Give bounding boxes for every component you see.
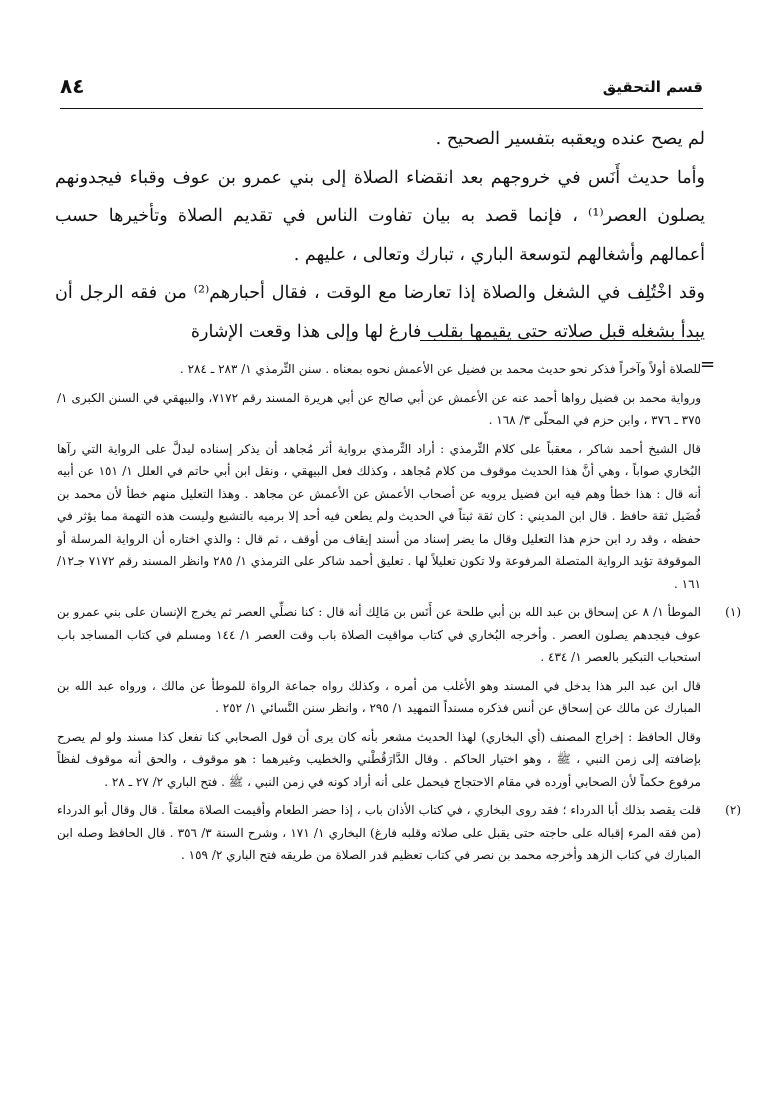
section-title: قسم التحقيق — [602, 78, 703, 96]
footnote-paragraph: قال ابن عبد البر هذا يدخل في المسند وهو الأغلب من أمره ، وكذلك رواه جماعة الرواة للموطأ عن مالك ، ورواه عبد الله بن المبارك عن مالك عن إسحاق عن أنس فذكره مسنداً التمهيد ١/ ٢٩٥ ، وانظر سنن النَّسائي ١/ ٢٥٢ . — [57, 678, 701, 715]
footnote-1 — [57, 601, 741, 793]
footnote-paragraph: الموطأ ١/ ٨ عن إسحاق بن عبد الله بن أبي طلحة عن أَنَس بن مَالِك أنه قال : كنا نصلِّي العصر ثم يخرج الإنسان على بني عمرو بن عوف فيجدهم يصلون العصر . وأخرجه البُخاري في كتاب مواقيت الصلاة باب وقت العصر ١/ ١٤٤ ومسلم في كتاب المساجد باب استحباب التبكير بالعصر ١/ ٤٣٤ . — [57, 605, 702, 664]
main-paragraph: وأما حديث أَنَس في خروجهم بعد انقضاء الصلاة إلى بني عمرو بن عوف وقباء فيجدونهم يصلون العصر⁽¹⁾ ، فإنما قصد به بيان تفاوت الناس في تقديم الصلاة وتأخيرها حسب أعمالهم وأشغالهم لتوسعة الباري ، تبارك وتعالى ، عليهم . — [55, 167, 706, 265]
footnote-2 — [57, 799, 741, 867]
footnote-continuation: للصلاة أولاً وآخراً فذكر نحو حديث محمد بن فضيل عن الأعمش نحوه بمعناه . سنن التِّرمذي ١/ ٢٨٣ ـ ٢٨٤ . — [179, 362, 701, 376]
footnote-paragraph: قلت يقصد بذلك أبا الدرداء ؛ فقد روى البخاري ، في كتاب الأذان باب ، إذا حضر الطعام وأقيمت الصلاة معلقاً . قال وقال أبو الدرداء (من فقه المرء إقباله على حاجته حتى يقبل على صلاته وقلبه فارغ) البخاري ١/ ١٧١ ، وشرح السنة ٣/ ٣٥٦ . قال الحافظ وصله ابن المبارك في كتاب الزهد وأخرجه محمد بن نصر في كتاب تعظيم قدر الصلاة من طريقه فتح الباري ٢/ ١٥٩ . — [57, 803, 702, 862]
footnote-continuation: ورواية محمد بن فضيل رواها أحمد عنه عن الأعمش عن أبي صالح عن أبي هريرة المسند رقم ٧١٧٢، والبيهقي في السنن الكبرى ١/ ٣٧٥ ـ ٣٧٦ ، وابن حزم في المحلّى ٣/ ١٦٨ . — [57, 390, 701, 427]
footnote-marker: (٢) — [725, 803, 741, 817]
main-paragraph: لم يصح عنده ويعقبه بتفسير الصحيح . — [435, 129, 705, 149]
footnotes — [57, 358, 741, 873]
footnote-continuation: قال الشيخ أحمد شاكر ، معقباً على كلام التِّرمذي : أراد التِّرمذي برواية أثر مُجاهد أن يذكر إسناده ليدلَّ على الرواية التي رآها البُخاري صواباً ، وهي أنَّ هذا الحديث موقوف من كلام مُجاهد ، وكذلك فعل البيهقي ، ونقل ابن أبي حاتم في العلل ١/ ١٥١ عن أبيه أنه قال : هذا خطأ وهم فيه ابن فضيل يرويه عن أصحاب الأعمش عن الأعمش عن مجاهد . وهذا التعليل منهم خطأ لأن محمد بن فُضَيل ثقة حافظ . قال ابن المديني : كان ثقة ثبتاً في الحديث ولم يطعن فيه أحد إلا برميه بالتشيع وليست هذه التهمة مما يؤثر في حفظه ، وقد رد ابن حزم هذا التعليل وقال ما يضر إسناد من أسند إيقاف من أوقف ، ثم قال : والذي اختاره أن الرواية المرسلة أو الموقوفة تؤيد الرواية المتصلة المرفوعة ولا تكون تعليلاً لها . تعليق أحمد شاكر على الترمذي ١/ ٢٨٥ وانظر المسند رقم ٧١٧٢ جـ١٢/ ١٦١ . — [57, 441, 701, 591]
page-number: ٨٤ — [60, 74, 85, 98]
page-header — [60, 74, 703, 109]
footnote-paragraph: وقال الحافظ : إخراج المصنف (أي البخاري) لهذا الحديث مشعر بأنه كان يرى أن قول الصحابي كنا نفعل كذا مسند ولو لم يصرح بإضافته إلى زمن النبي ، ﷺ ، وهو اختيار الحاكم . وقال الدَّارَقُطْني والخطيب وغيرهما : هو موقوف ، والحق أنه موقوف لفظاً مرفوع حكماً لأن الصحابي أورده في مقام الاحتجاج فيحمل على أنه أراد كونه في زمن النبي ، ﷺ . فتح الباري ٢/ ٢٧ ـ ٢٨ . — [57, 729, 701, 789]
main-paragraph: وقد اخْتُلِف في الشغل والصلاة إذا تعارضا مع الوقت ، فقال أحبارهم⁽²⁾ من فقه الرجل أن يبدأ بشغله قبل صلاته حتى يقيمها بقلب فارغ لها وإلى هذا وقعت الإشارة — [55, 283, 705, 342]
main-text — [55, 120, 705, 351]
footnote-marker: (١) — [725, 605, 741, 619]
continuation-mark: = — [700, 354, 716, 375]
footnote-divider — [420, 340, 700, 341]
